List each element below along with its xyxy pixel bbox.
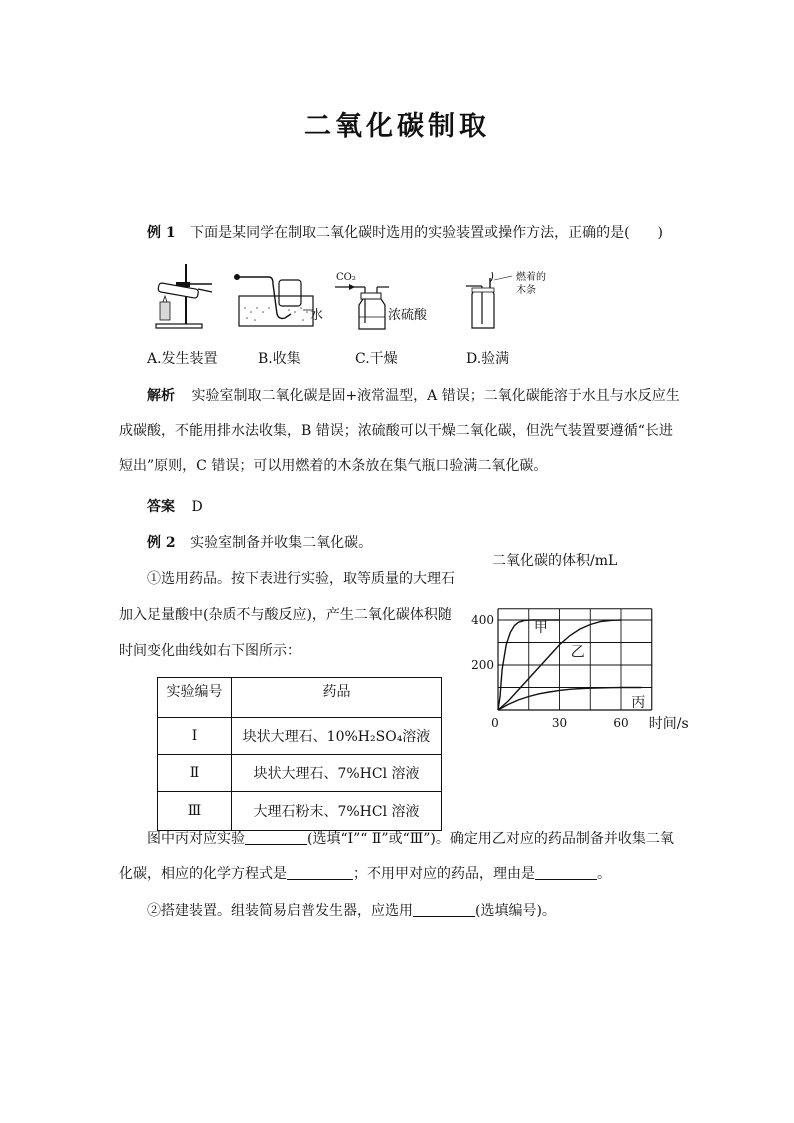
- answer-blank-3[interactable]: [535, 865, 597, 880]
- table-cell-id: Ⅰ: [158, 718, 232, 755]
- x-tick-label-60: 60: [613, 716, 629, 730]
- chart-xlabel: 时间/s: [648, 716, 689, 732]
- question-2a: 化碳，相应的化学方程式是: [119, 866, 287, 882]
- analysis-text-1: 实验室制取二氧化碳是固+液常温型，A 错误；二氧化碳能溶于水且与水反应生: [191, 388, 680, 404]
- table-cell-id: Ⅲ: [158, 792, 232, 831]
- question-line-3: [147, 901, 556, 921]
- table-cell-drug: 块状大理石、7%HCl 溶液: [232, 755, 442, 792]
- example1-question-text: 下面是某同学在制取二氧化碳时选用的实验装置或操作方法，正确的是( ): [190, 225, 663, 241]
- analysis-label: 解析: [147, 388, 175, 404]
- example1-label: 例 1: [147, 225, 176, 241]
- para1-line-1: ①选用药品。按下表进行实验，取等质量的大理石: [147, 571, 455, 587]
- question-2c: 。: [597, 866, 611, 882]
- example2-intro: [147, 533, 372, 553]
- stick-label-line1: 燃着的: [516, 272, 546, 283]
- question-3a: ②搭建装置。组装简易启普发生器，应选用: [147, 903, 413, 919]
- apparatus-d-verify-full: [462, 268, 518, 332]
- analysis-line-2: 成碳酸，不能用排水法收集，B 错误；浓硫酸可以干燥二氧化碳，但洗气装置要遵循“长进: [119, 423, 673, 439]
- table-header-drug: 药品: [232, 678, 442, 718]
- question-3b: (选填编号)。: [475, 903, 556, 919]
- option-c: C.干燥: [355, 351, 398, 367]
- table-header-id: 实验编号: [158, 678, 232, 718]
- table-cell-drug: 大理石粉末、7%HCl 溶液: [232, 792, 442, 831]
- example1-question: [147, 223, 663, 243]
- x-tick-label-0: 0: [491, 716, 499, 730]
- answer-label: 答案: [147, 499, 175, 515]
- table-cell-id: Ⅱ: [158, 755, 232, 792]
- example2-label: 例 2: [147, 535, 176, 551]
- series-3-line: [498, 688, 642, 711]
- apparatus-c-drying: [335, 283, 391, 333]
- question-1b: (选填“Ⅰ”“ Ⅱ”或“Ⅲ”)。确定用乙对应的药品制备并收集二氧: [307, 831, 674, 847]
- answer-blank-4[interactable]: [413, 902, 475, 917]
- answer-blank-1[interactable]: [245, 830, 307, 845]
- series-3-label: 丙: [631, 695, 646, 712]
- option-d: D.验满: [466, 351, 510, 367]
- analysis-line-1: [147, 386, 680, 406]
- question-line-2: [119, 864, 611, 884]
- answer-line: [147, 497, 203, 517]
- y-tick-label-400: 400: [471, 613, 494, 627]
- co2-volume-chart: [470, 580, 690, 740]
- question-line-1: [147, 829, 674, 849]
- para1-line-2: 加入足量酸中(杂质不与酸反应)，产生二氧化碳体积随: [119, 607, 452, 623]
- stick-label-line2: 木条: [516, 285, 536, 296]
- co2-label: CO₂: [336, 272, 356, 283]
- question-2b: ；不用甲对应的药品，理由是: [353, 866, 535, 882]
- table-row: [158, 792, 442, 831]
- page-title: 二氧化碳制取: [304, 111, 490, 142]
- table-row: [158, 718, 442, 755]
- answer-blank-2[interactable]: [287, 865, 353, 880]
- option-b: B.收集: [258, 351, 301, 367]
- series-2-label: 乙: [570, 644, 585, 661]
- table-header-row: [158, 678, 442, 718]
- apparatus-a-generator: [150, 262, 220, 330]
- x-tick-label-30: 30: [551, 716, 568, 730]
- chart-ylabel: 二氧化碳的体积/mL: [492, 553, 618, 569]
- analysis-line-3: 短出”原则，C 错误；可以用燃着的木条放在集气瓶口验满二氧化碳。: [119, 458, 548, 474]
- question-1a: 图中丙对应实验: [147, 831, 245, 847]
- acid-label: 浓硫酸: [388, 308, 428, 323]
- drugs-table: [157, 677, 442, 831]
- example2-intro-text: 实验室制备并收集二氧化碳。: [190, 535, 373, 551]
- series-1-label: 甲: [533, 619, 548, 636]
- para1-line-3: 时间变化曲线如右下图所示：: [119, 643, 301, 659]
- option-a: A.发生装置: [147, 351, 218, 367]
- table-row: [158, 755, 442, 792]
- table-cell-drug: 块状大理石、10%H₂SO₄溶液: [232, 718, 442, 755]
- answer-value: D: [191, 499, 203, 515]
- water-label: 水: [310, 308, 324, 323]
- y-tick-label-200: 200: [471, 658, 494, 672]
